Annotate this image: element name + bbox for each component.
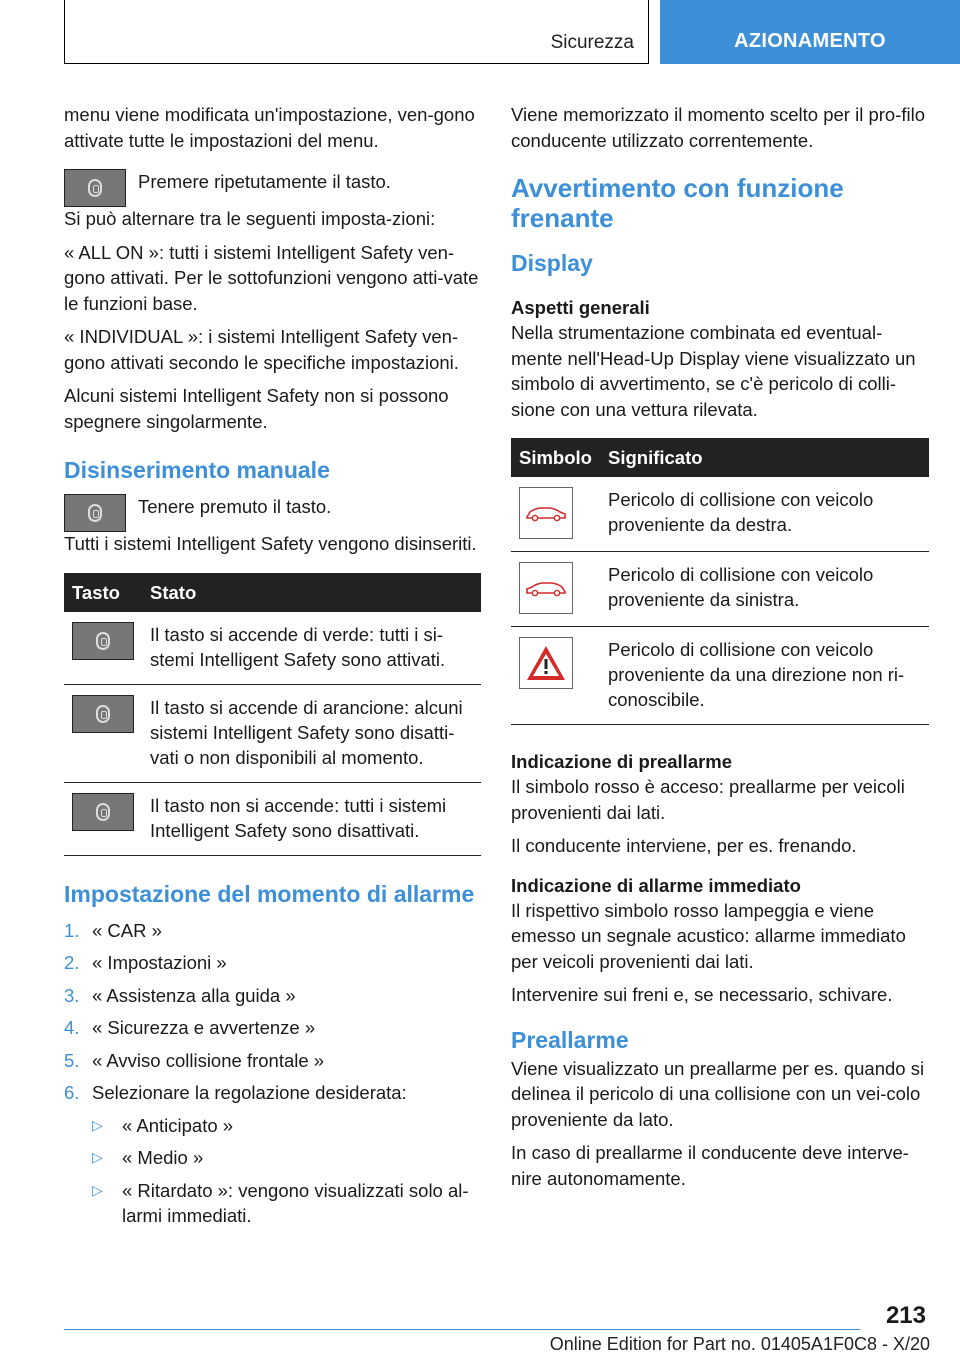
table-header-cell: Significato	[600, 438, 929, 477]
subheading: Indicazione di allarme immediato	[511, 874, 801, 896]
list-item: ▷ « Ritardato »: vengono visualizzati solo al-larmi immediati.	[92, 1178, 481, 1229]
subheading: Indicazione di preallarme	[511, 751, 733, 772]
symbol-table	[511, 438, 929, 725]
subheading: Aspetti generali	[511, 297, 650, 318]
collision-right-icon	[519, 487, 573, 539]
section-heading: Display	[511, 250, 593, 276]
section-heading: Disinserimento manuale	[64, 457, 330, 483]
table-row	[64, 684, 481, 782]
footer-divider	[64, 1329, 860, 1330]
page-number: 213	[885, 1302, 926, 1329]
substeps-list	[64, 1113, 481, 1229]
paragraph: Il rispettivo simbolo rosso lampeggia e viene emesso un segnale acustico: allarme immediato per veicoli provenienti dai lati.	[511, 899, 906, 972]
triangle-bullet-icon: ▷	[92, 1181, 103, 1198]
warning-triangle-icon	[519, 637, 573, 689]
paragraph: Il conducente interviene, per es. frenando.	[511, 835, 857, 856]
safety-button-icon	[64, 169, 126, 207]
table-cell: Pericolo di collisione con veicolo proveniente da sinistra.	[600, 552, 929, 627]
header-section-title: Sicurezza	[550, 32, 634, 53]
table-header-cell: Simbolo	[511, 438, 600, 477]
paragraph: Nella strumentazione combinata ed eventual-mente nell'Head-Up Display viene visualizzato un simbolo di avvertimento, se c'è pericolo di colli-sione con una vettura rilevata.	[511, 322, 916, 420]
table-header-row	[64, 573, 481, 612]
table-cell: Il tasto non si accende: tutti i sistemi Intelligent Safety sono disattivati.	[142, 782, 481, 855]
paragraph: Premere ripetutamente il tasto.	[138, 171, 391, 192]
list-item: 1. « CAR »	[64, 919, 162, 941]
table-row	[511, 627, 929, 725]
paragraph: « ALL ON »: tutti i sistemi Intelligent Safety ven-gono attivati. Per le sottofunzioni vengono atti-vate le funzioni base.	[64, 241, 479, 314]
triangle-bullet-icon: ▷	[92, 1116, 103, 1133]
list-item: 3. « Assistenza alla guida »	[64, 984, 296, 1006]
paragraph: Tutti i sistemi Intelligent Safety vengono disinseriti.	[64, 533, 477, 554]
icon-instruction	[64, 169, 481, 207]
paragraph: Viene visualizzato un preallarme per es. quando si delinea il pericolo di una collisione con un vei-colo proveniente da lato.	[511, 1057, 925, 1130]
footer-text: Online Edition for Part no. 01405A1F0C8 - X/20	[549, 1334, 930, 1354]
paragraph: Viene memorizzato il momento scelto per il pro-filo conducente utilizzato correntemente.	[511, 104, 926, 151]
safety-button-off-icon	[72, 793, 134, 831]
icon-instruction	[64, 494, 481, 532]
steps-list	[64, 918, 481, 1106]
table-header-cell: Tasto	[64, 573, 142, 612]
paragraph: menu viene modificata un'impostazione, ven-gono attivate tutte le impostazioni del menu.	[64, 104, 475, 151]
section-heading: Preallarme	[511, 1026, 629, 1053]
triangle-bullet-icon: ▷	[92, 1149, 103, 1165]
list-item: ▷ « Anticipato »	[92, 1113, 481, 1139]
list-item: 5. « Avviso collisione frontale »	[64, 1049, 325, 1071]
chapter-heading: Avvertimento con funzione frenante	[511, 173, 844, 233]
table-row	[511, 552, 929, 627]
list-item: ▷ « Medio »	[92, 1145, 481, 1171]
list-item: 6. Selezionare la regolazione desiderata:	[64, 1082, 407, 1103]
header-chapter-tab	[660, 0, 960, 64]
table-header-cell: Stato	[142, 573, 481, 612]
table-header-row	[511, 438, 929, 477]
left-column	[64, 102, 481, 1236]
collision-left-icon	[519, 562, 573, 614]
table-cell: Il tasto si accende di arancione: alcuni sistemi Intelligent Safety sono disatti-vati o non disponibili al momento.	[142, 684, 481, 782]
table-row	[64, 612, 481, 685]
paragraph: In caso di preallarme il conducente deve interve-nire autonomamente.	[511, 1142, 909, 1189]
header-chapter-title: AZIONAMENTO	[734, 30, 886, 52]
safety-button-green-icon	[72, 622, 134, 660]
paragraph: Intervenire sui freni e, se necessario, schivare.	[511, 984, 893, 1005]
list-item: 2. « Impostazioni »	[64, 952, 227, 973]
section-heading: Impostazione del momento di allarme	[64, 880, 475, 907]
button-state-table	[64, 573, 481, 856]
paragraph: Tenere premuto il tasto.	[138, 496, 332, 517]
table-cell: Il tasto si accende di verde: tutti i si-stemi Intelligent Safety sono attivati.	[142, 612, 481, 685]
paragraph: Il simbolo rosso è acceso: preallarme per veicoli provenienti dai lati.	[511, 776, 905, 823]
list-item: 4. « Sicurezza e avvertenze »	[64, 1017, 316, 1038]
table-row	[64, 782, 481, 855]
table-cell: Pericolo di collisione con veicolo proveniente da una direzione non ri-conoscibile.	[600, 627, 929, 725]
safety-button-icon	[64, 494, 126, 532]
paragraph: « INDIVIDUAL »: i sistemi Intelligent Safety ven-gono attivati secondo le specifiche impostazioni.	[64, 326, 459, 373]
table-row	[511, 477, 929, 552]
header-section-box	[64, 0, 649, 64]
paragraph: Alcuni sistemi Intelligent Safety non si possono spegnere singolarmente.	[64, 385, 449, 432]
safety-button-orange-icon	[72, 695, 134, 733]
table-cell: Pericolo di collisione con veicolo proveniente da destra.	[600, 477, 929, 552]
right-column	[511, 102, 929, 1199]
paragraph: Si può alternare tra le seguenti imposta-zioni:	[64, 208, 436, 229]
